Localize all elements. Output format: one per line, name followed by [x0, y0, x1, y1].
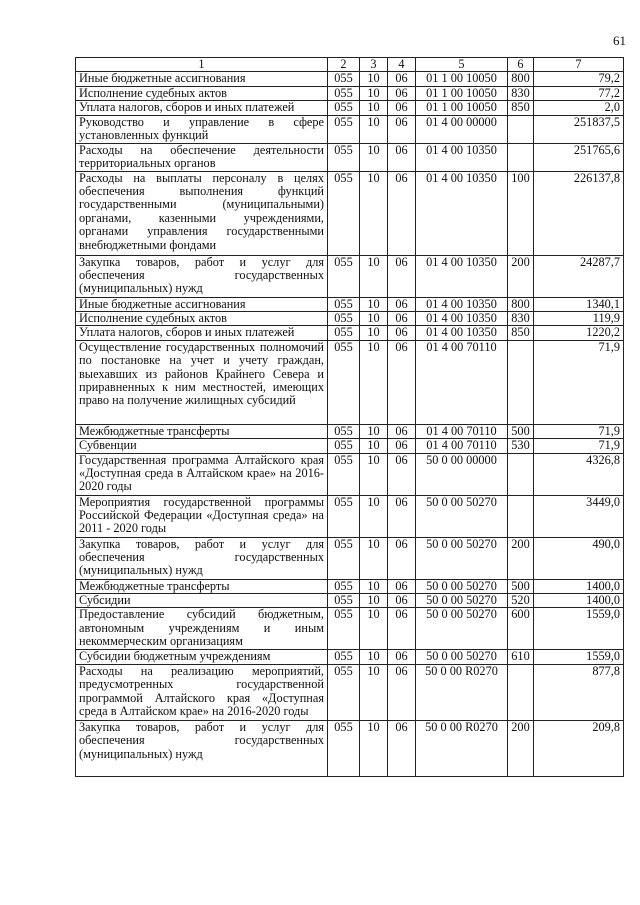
col-podrazdel: 06	[388, 537, 416, 579]
col-razdel: 10	[360, 650, 388, 664]
table-row	[76, 453, 624, 495]
table-row	[76, 579, 624, 593]
row-name: Исполнение судебных актов	[76, 312, 328, 326]
col-target-article: 50 0 00 50270	[416, 608, 508, 650]
header-cell: 3	[360, 58, 388, 72]
col-ved: 055	[328, 171, 360, 255]
col-expense-type: 850	[508, 326, 534, 340]
col-razdel: 10	[360, 86, 388, 100]
header-cell: 5	[416, 58, 508, 72]
row-name: Исполнение судебных актов	[76, 86, 328, 100]
col-razdel: 10	[360, 579, 388, 593]
row-name: Расходы на реализацию мероприятий, предусмотренных государственной программой Алтайского края «Доступная среда в Алтайском крае» на 2016-2020 годы	[76, 664, 328, 720]
col-razdel: 10	[360, 115, 388, 143]
col-amount: 77,2	[534, 86, 624, 100]
col-ved: 055	[328, 86, 360, 100]
row-name: Уплата налогов, сборов и иных платежей	[76, 101, 328, 115]
col-podrazdel: 06	[388, 72, 416, 86]
col-expense-type: 530	[508, 439, 534, 453]
col-expense-type: 500	[508, 579, 534, 593]
col-expense-type: 800	[508, 72, 534, 86]
row-name: Расходы на выплаты персоналу в целях обеспечения выполнения функций государственными (муниципальными) органами, казенными учреждениями, органами управления государственными внебюджетными фондами	[76, 171, 328, 255]
col-razdel: 10	[360, 495, 388, 537]
col-amount: 4326,8	[534, 453, 624, 495]
row-name: Закупка товаров, работ и услуг для обеспечения государственных (муниципальных) нужд	[76, 720, 328, 776]
col-ved: 055	[328, 255, 360, 297]
col-amount: 1340,1	[534, 297, 624, 311]
row-name: Субсидии бюджетным учреждениям	[76, 650, 328, 664]
col-target-article: 50 0 00 00000	[416, 453, 508, 495]
col-podrazdel: 06	[388, 608, 416, 650]
col-ved: 055	[328, 297, 360, 311]
col-amount: 1220,2	[534, 326, 624, 340]
table-row	[76, 143, 624, 171]
col-razdel: 10	[360, 720, 388, 776]
col-expense-type: 200	[508, 255, 534, 297]
col-ved: 055	[328, 537, 360, 579]
table-row	[76, 537, 624, 579]
col-razdel: 10	[360, 312, 388, 326]
col-expense-type: 200	[508, 720, 534, 776]
col-ved: 055	[328, 664, 360, 720]
header-cell: 7	[534, 58, 624, 72]
col-razdel: 10	[360, 326, 388, 340]
col-amount: 226137,8	[534, 171, 624, 255]
col-ved: 055	[328, 608, 360, 650]
col-razdel: 10	[360, 143, 388, 171]
header-cell: 1	[76, 58, 328, 72]
col-target-article: 50 0 00 R0270	[416, 664, 508, 720]
table-row	[76, 72, 624, 86]
col-target-article: 01 4 00 70110	[416, 439, 508, 453]
col-ved: 055	[328, 495, 360, 537]
header-cell: 6	[508, 58, 534, 72]
col-podrazdel: 06	[388, 86, 416, 100]
col-amount: 71,9	[534, 424, 624, 438]
col-amount: 1559,0	[534, 608, 624, 650]
page-number: 61	[613, 33, 626, 48]
table-row	[76, 664, 624, 720]
header-cell: 2	[328, 58, 360, 72]
col-ved: 055	[328, 453, 360, 495]
col-razdel: 10	[360, 537, 388, 579]
table-row	[76, 340, 624, 424]
col-amount: 2,0	[534, 101, 624, 115]
table-row	[76, 326, 624, 340]
col-target-article: 01 4 00 10350	[416, 171, 508, 255]
col-amount: 209,8	[534, 720, 624, 776]
table-row	[76, 608, 624, 650]
col-razdel: 10	[360, 171, 388, 255]
col-ved: 055	[328, 101, 360, 115]
col-ved: 055	[328, 143, 360, 171]
col-target-article: 01 1 00 10050	[416, 86, 508, 100]
col-podrazdel: 06	[388, 312, 416, 326]
col-target-article: 01 4 00 00000	[416, 115, 508, 143]
col-target-article: 50 0 00 50270	[416, 495, 508, 537]
table-row	[76, 255, 624, 297]
table-row	[76, 297, 624, 311]
col-podrazdel: 06	[388, 255, 416, 297]
col-podrazdel: 06	[388, 326, 416, 340]
header-row	[76, 58, 624, 72]
col-podrazdel: 06	[388, 453, 416, 495]
col-podrazdel: 06	[388, 115, 416, 143]
col-ved: 055	[328, 424, 360, 438]
col-expense-type: 800	[508, 297, 534, 311]
col-podrazdel: 06	[388, 297, 416, 311]
col-ved: 055	[328, 720, 360, 776]
col-target-article: 01 1 00 10050	[416, 72, 508, 86]
table-row	[76, 495, 624, 537]
table-row	[76, 312, 624, 326]
col-podrazdel: 06	[388, 594, 416, 608]
col-ved: 055	[328, 115, 360, 143]
col-expense-type: 600	[508, 608, 534, 650]
col-target-article: 50 0 00 50270	[416, 579, 508, 593]
col-expense-type	[508, 115, 534, 143]
table-row	[76, 424, 624, 438]
col-ved: 055	[328, 594, 360, 608]
budget-table	[75, 57, 624, 777]
col-amount: 251837,5	[534, 115, 624, 143]
col-expense-type: 850	[508, 101, 534, 115]
col-expense-type	[508, 664, 534, 720]
col-podrazdel: 06	[388, 424, 416, 438]
table-row	[76, 720, 624, 776]
col-expense-type	[508, 495, 534, 537]
row-name: Осуществление государственных полномочий по постановке на учет и учету граждан, выехавших из районов Крайнего Севера и приравненных к ним местностей, имеющих право на получение жилищных субсидий	[76, 340, 328, 424]
col-expense-type: 520	[508, 594, 534, 608]
col-amount: 490,0	[534, 537, 624, 579]
col-target-article: 01 4 00 10350	[416, 297, 508, 311]
col-podrazdel: 06	[388, 579, 416, 593]
col-razdel: 10	[360, 101, 388, 115]
col-target-article: 01 4 00 10350	[416, 143, 508, 171]
col-amount: 251765,6	[534, 143, 624, 171]
col-amount: 24287,7	[534, 255, 624, 297]
col-amount: 71,9	[534, 439, 624, 453]
col-ved: 055	[328, 72, 360, 86]
col-razdel: 10	[360, 340, 388, 424]
table-row	[76, 171, 624, 255]
col-podrazdel: 06	[388, 171, 416, 255]
col-podrazdel: 06	[388, 143, 416, 171]
table-row	[76, 594, 624, 608]
row-name: Руководство и управление в сфере установленных функций	[76, 115, 328, 143]
table-row	[76, 86, 624, 100]
col-razdel: 10	[360, 453, 388, 495]
row-name: Иные бюджетные ассигнования	[76, 72, 328, 86]
col-razdel: 10	[360, 297, 388, 311]
col-ved: 055	[328, 312, 360, 326]
col-razdel: 10	[360, 439, 388, 453]
table-row	[76, 439, 624, 453]
header-cell: 4	[388, 58, 416, 72]
col-expense-type: 500	[508, 424, 534, 438]
col-ved: 055	[328, 326, 360, 340]
row-name: Иные бюджетные ассигнования	[76, 297, 328, 311]
row-name: Межбюджетные трансферты	[76, 424, 328, 438]
col-amount: 71,9	[534, 340, 624, 424]
col-target-article: 01 4 00 70110	[416, 340, 508, 424]
table-row	[76, 115, 624, 143]
col-razdel: 10	[360, 72, 388, 86]
table-row	[76, 101, 624, 115]
col-podrazdel: 06	[388, 495, 416, 537]
table-row	[76, 650, 624, 664]
col-target-article: 50 0 00 50270	[416, 537, 508, 579]
col-expense-type: 610	[508, 650, 534, 664]
col-podrazdel: 06	[388, 664, 416, 720]
col-razdel: 10	[360, 608, 388, 650]
col-target-article: 01 4 00 10350	[416, 312, 508, 326]
row-name: Государственная программа Алтайского края «Доступная среда в Алтайском крае» на 2016-2020 годы	[76, 453, 328, 495]
col-expense-type	[508, 453, 534, 495]
row-name: Субвенции	[76, 439, 328, 453]
col-podrazdel: 06	[388, 720, 416, 776]
row-name: Субсидии	[76, 594, 328, 608]
col-razdel: 10	[360, 424, 388, 438]
col-target-article: 50 0 00 R0270	[416, 720, 508, 776]
col-amount: 1559,0	[534, 650, 624, 664]
col-target-article: 01 4 00 10350	[416, 326, 508, 340]
col-target-article: 01 4 00 70110	[416, 424, 508, 438]
row-name: Предоставление субсидий бюджетным, автономным учреждениям и иным некоммерческим организациям	[76, 608, 328, 650]
col-amount: 79,2	[534, 72, 624, 86]
col-amount: 119,9	[534, 312, 624, 326]
col-podrazdel: 06	[388, 340, 416, 424]
col-amount: 1400,0	[534, 594, 624, 608]
col-amount: 1400,0	[534, 579, 624, 593]
col-expense-type: 100	[508, 171, 534, 255]
col-expense-type: 830	[508, 86, 534, 100]
col-expense-type	[508, 143, 534, 171]
col-ved: 055	[328, 340, 360, 424]
col-target-article: 01 1 00 10050	[416, 101, 508, 115]
col-ved: 055	[328, 650, 360, 664]
col-ved: 055	[328, 579, 360, 593]
col-razdel: 10	[360, 664, 388, 720]
col-podrazdel: 06	[388, 101, 416, 115]
col-expense-type: 830	[508, 312, 534, 326]
row-name: Уплата налогов, сборов и иных платежей	[76, 326, 328, 340]
col-razdel: 10	[360, 255, 388, 297]
col-target-article: 01 4 00 10350	[416, 255, 508, 297]
row-name: Межбюджетные трансферты	[76, 579, 328, 593]
col-podrazdel: 06	[388, 650, 416, 664]
col-expense-type: 200	[508, 537, 534, 579]
row-name: Закупка товаров, работ и услуг для обеспечения государственных (муниципальных) нужд	[76, 537, 328, 579]
row-name: Мероприятия государственной программы Российской Федерации «Доступная среда» на 2011 - 2020 годы	[76, 495, 328, 537]
col-expense-type	[508, 340, 534, 424]
col-ved: 055	[328, 439, 360, 453]
col-target-article: 50 0 00 50270	[416, 594, 508, 608]
col-amount: 877,8	[534, 664, 624, 720]
col-razdel: 10	[360, 594, 388, 608]
row-name: Закупка товаров, работ и услуг для обеспечения государственных (муниципальных) нужд	[76, 255, 328, 297]
col-target-article: 50 0 00 50270	[416, 650, 508, 664]
col-amount: 3449,0	[534, 495, 624, 537]
col-podrazdel: 06	[388, 439, 416, 453]
row-name: Расходы на обеспечение деятельности территориальных органов	[76, 143, 328, 171]
